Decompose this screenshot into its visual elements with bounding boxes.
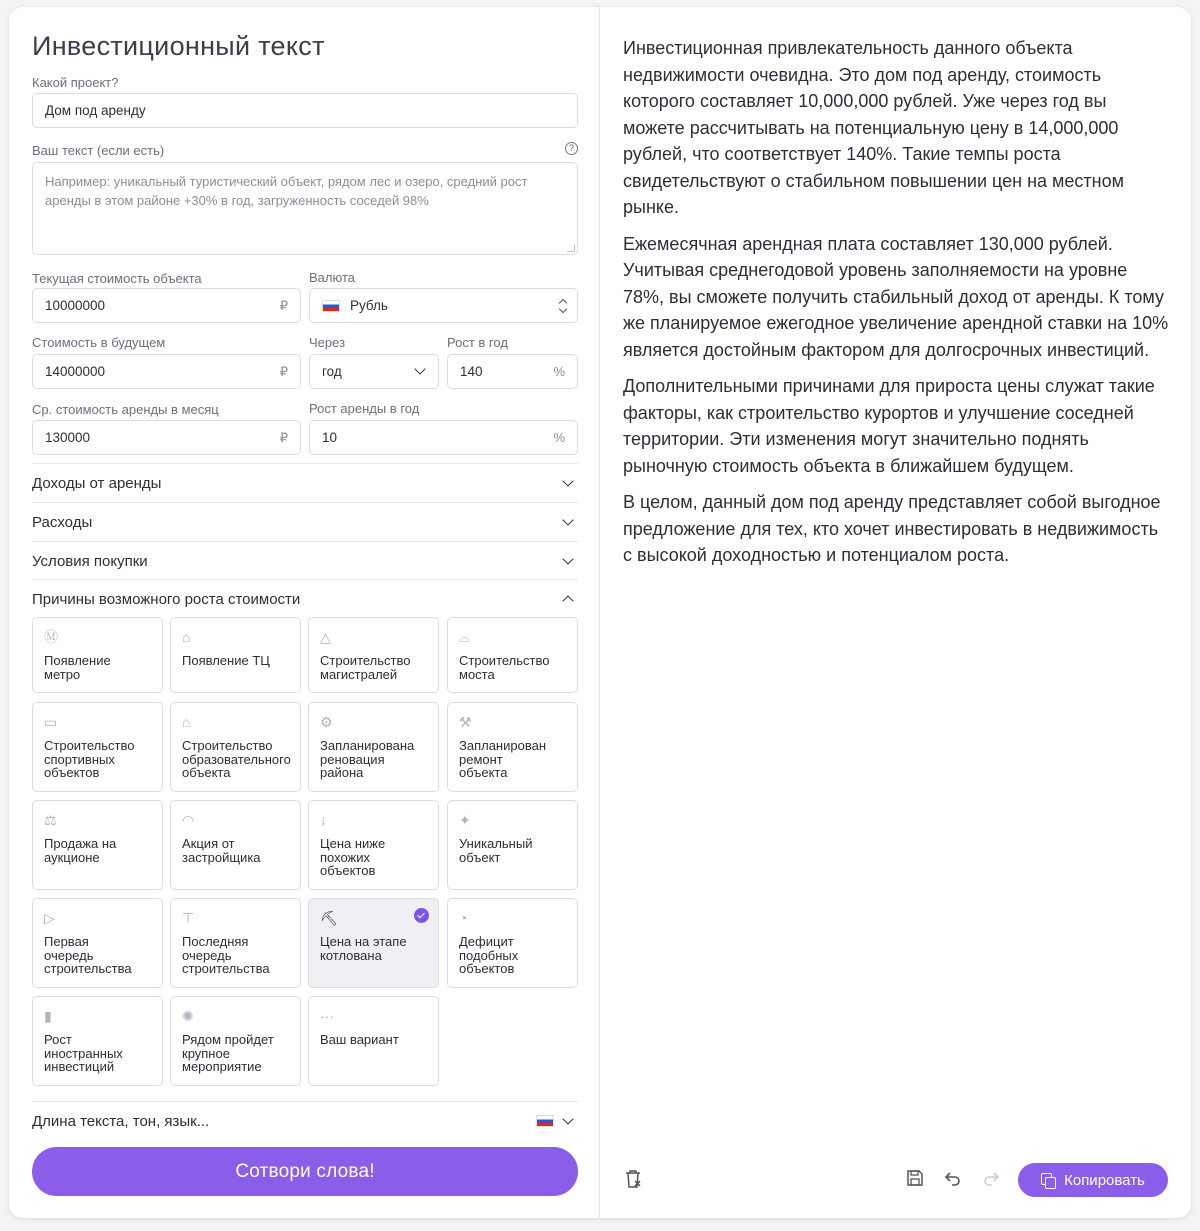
reason-tile-label: Продажа на аукционе (44, 836, 117, 865)
reason-tile-label: Строительство моста (459, 653, 550, 682)
current-cost-input[interactable] (32, 288, 301, 323)
chevron-down-icon (562, 514, 573, 525)
section-income[interactable] (32, 463, 578, 502)
rent-label: Ср. стоимость аренды в месяц (32, 402, 219, 417)
reason-tile[interactable] (308, 800, 439, 890)
school-icon: ⌂ (182, 714, 191, 730)
project-input[interactable] (32, 93, 578, 128)
reason-tile[interactable] (32, 702, 163, 792)
reason-tile[interactable] (170, 898, 301, 988)
reason-tile-label: Запланирована реновация района (320, 738, 415, 780)
copy-button[interactable] (1018, 1163, 1168, 1197)
your-text-placeholder: Например: уникальный туристический объект, рядом лес и озеро, средний рост аренды в этом районе +30% в год, загруженность соседей 98% (45, 174, 528, 208)
russia-flag-icon (322, 300, 340, 312)
section-purchase[interactable] (32, 541, 578, 580)
app-card (9, 7, 1191, 1218)
future-cost-label: Стоимость в будущем (32, 335, 166, 350)
rent-growth-input[interactable] (309, 420, 578, 455)
growth-label: Рост в год (447, 335, 508, 350)
ruble-icon: ₽ (279, 298, 288, 313)
project-value: Дом под аренду (45, 103, 146, 118)
bulldozer-icon: ⚙ (320, 714, 333, 730)
reason-tile[interactable] (32, 898, 163, 988)
after-select[interactable] (309, 354, 439, 389)
reason-tile-label: Уникальный объект (459, 836, 533, 865)
gauge-icon: ◔ (459, 910, 468, 926)
reason-tile-label: Строительство магистралей (320, 653, 411, 682)
rent-growth-value: 10 (322, 430, 338, 445)
save-icon[interactable] (905, 1169, 925, 1189)
reason-tile[interactable] (32, 800, 163, 890)
mall-icon: ⌂ (182, 629, 191, 645)
percent-icon: % (553, 430, 565, 445)
currency-label: Валюта (309, 270, 355, 285)
ruble-icon: ₽ (279, 364, 288, 379)
help-icon[interactable]: ? (565, 142, 578, 155)
reason-tile-label: Первая очередь строительства (44, 934, 132, 976)
reason-tile-label: Появление ТЦ (182, 653, 270, 668)
sparkle-icon: ✦ (459, 812, 471, 828)
reason-tile[interactable] (447, 702, 578, 792)
reason-tile[interactable] (32, 617, 163, 693)
helmet-icon: ◠ (182, 812, 195, 828)
reason-tile-label: Последняя очередь строительства (182, 934, 270, 976)
after-label: Через (309, 335, 346, 350)
chevron-down-icon (562, 1113, 573, 1124)
growth-value: 140 (460, 364, 483, 379)
section-expenses[interactable] (32, 502, 578, 541)
section-length-label: Длина текста, тон, язык... (32, 1112, 210, 1130)
chart-bars-icon: ▮ (44, 1008, 52, 1024)
rent-growth-label: Рост аренды в год (309, 401, 420, 416)
future-cost-value: 14000000 (45, 364, 106, 379)
output-paragraph: Инвестиционная привлекательность данного объекта недвижимости очевидна. Это дом под аренду, стоимость которого составляет 10,000,000 рублей. Уже через год вы можете рассчитывать на потенциальную цену в 14,000,000 рублей, что соответствует 140%. Такие темпы роста свидетельствуют о стабильном повышении цен на местном рынке. (623, 38, 1124, 217)
reason-tile[interactable] (308, 898, 439, 988)
reason-tile[interactable] (32, 996, 163, 1086)
section-income-label: Доходы от аренды (32, 474, 162, 492)
more-dots-icon: ··· (320, 1008, 334, 1024)
reason-tile[interactable] (447, 617, 578, 693)
current-cost-label: Текущая стоимость объекта (32, 271, 202, 286)
output-paragraph: В целом, данный дом под аренду представляет собой выгодное предложение для тех, кто хочет инвестировать в недвижимость с высокой доходностью и потенциалом роста. (623, 492, 1161, 565)
after-value: год (322, 364, 342, 379)
updown-chevron-icon (559, 297, 567, 315)
copy-icon (1041, 1173, 1056, 1188)
page-title: Инвестиционный текст (32, 31, 325, 61)
reason-tile[interactable] (170, 702, 301, 792)
output-text (623, 35, 1169, 569)
chevron-up-icon (562, 595, 573, 606)
reason-tile-label: Строительство образовательного объекта (182, 738, 291, 780)
section-reasons-label: Причины возможного роста стоимости (32, 590, 301, 608)
chevron-down-icon (562, 475, 573, 486)
reason-tile-label: Цена на этапе котлована (320, 934, 407, 963)
bridge-icon: ⌓ (459, 629, 471, 645)
reason-tile-label: Рост иностранных инвестиций (44, 1032, 123, 1074)
metro-icon: Ⓜ (44, 629, 58, 645)
redo-icon[interactable] (981, 1169, 1001, 1189)
reason-tile-label: Появление метро (44, 653, 111, 682)
generate-button[interactable]: Сотвори слова! (32, 1147, 578, 1196)
reason-tile[interactable] (308, 617, 439, 693)
reason-tile[interactable] (170, 800, 301, 890)
form-panel (9, 7, 600, 1218)
stadium-icon: ▭ (44, 714, 58, 730)
clear-trash-icon[interactable] (623, 1169, 643, 1189)
reason-tile[interactable] (170, 996, 301, 1086)
rent-value: 130000 (45, 430, 91, 445)
reason-tile[interactable] (308, 702, 439, 792)
reason-tile[interactable] (308, 996, 439, 1086)
selected-check-icon (414, 908, 429, 923)
growth-input[interactable] (447, 354, 578, 389)
reason-tile[interactable] (447, 898, 578, 988)
reason-tile-label: Строительство спортивных объектов (44, 738, 135, 780)
price-down-icon: ↓ (320, 812, 327, 828)
project-label: Какой проект? (32, 75, 119, 90)
reason-tile-label: Запланирован ремонт объекта (459, 738, 547, 780)
reason-tile-label: Акция от застройщика (182, 836, 261, 865)
current-cost-value: 10000000 (45, 298, 106, 313)
gavel-icon: ⚖ (44, 812, 57, 828)
section-reasons[interactable] (32, 579, 578, 618)
section-length[interactable] (32, 1101, 578, 1140)
reason-tile[interactable] (447, 800, 578, 890)
future-cost-input[interactable] (32, 354, 301, 389)
russia-flag-icon (536, 1115, 554, 1127)
play-circle-icon: ▷ (44, 910, 55, 926)
resize-handle-icon[interactable] (567, 244, 575, 252)
reason-tile-label: Дефицит подобных объектов (459, 934, 519, 976)
currency-value: Рубль (350, 298, 388, 313)
output-paragraph: Ежемесячная арендная плата составляет 130,000 рублей. Учитывая среднегодовой уровень заполняемости на уровне 78%, вы сможете получить стабильный доход от аренды. К тому же планируемое ежегодное увеличение арендной ставки на 10% является достойным фактором для долгосрочных инвестиций. (623, 233, 1169, 360)
copy-label: Копировать (1064, 1171, 1145, 1189)
crane-icon: ⊤ (182, 910, 195, 926)
currency-select[interactable] (309, 288, 578, 323)
your-text-textarea[interactable] (32, 162, 578, 255)
section-purchase-label: Условия покупки (32, 552, 148, 570)
chevron-down-icon (562, 553, 573, 564)
ruble-icon: ₽ (279, 430, 288, 445)
output-paragraph: Дополнительными причинами для прироста цены служат такие факторы, как строительство курортов и улучшение соседней территории. Эти изменения могут значительно поднять рыночную стоимость объекта в ближайшем будущем. (623, 376, 1155, 476)
chevron-down-icon (414, 363, 425, 374)
reason-tile-label: Цена ниже похожих объектов (320, 836, 386, 878)
output-panel (600, 7, 1191, 1218)
excavation-icon: ⛏ (320, 910, 338, 926)
percent-icon: % (553, 364, 565, 379)
rent-input[interactable] (32, 420, 301, 455)
drill-icon: ⚒ (459, 714, 472, 730)
reason-tile-label: Рядом пройдет крупное мероприятие (182, 1032, 274, 1074)
road-cone-icon: △ (320, 629, 331, 645)
party-popper-icon: ✺ (182, 1008, 194, 1024)
undo-icon[interactable] (943, 1169, 963, 1189)
reason-tile-label: Ваш вариант (320, 1032, 399, 1047)
reason-tile[interactable] (170, 617, 301, 693)
your-text-label: Ваш текст (если есть) (32, 143, 165, 158)
section-expenses-label: Расходы (32, 513, 93, 531)
